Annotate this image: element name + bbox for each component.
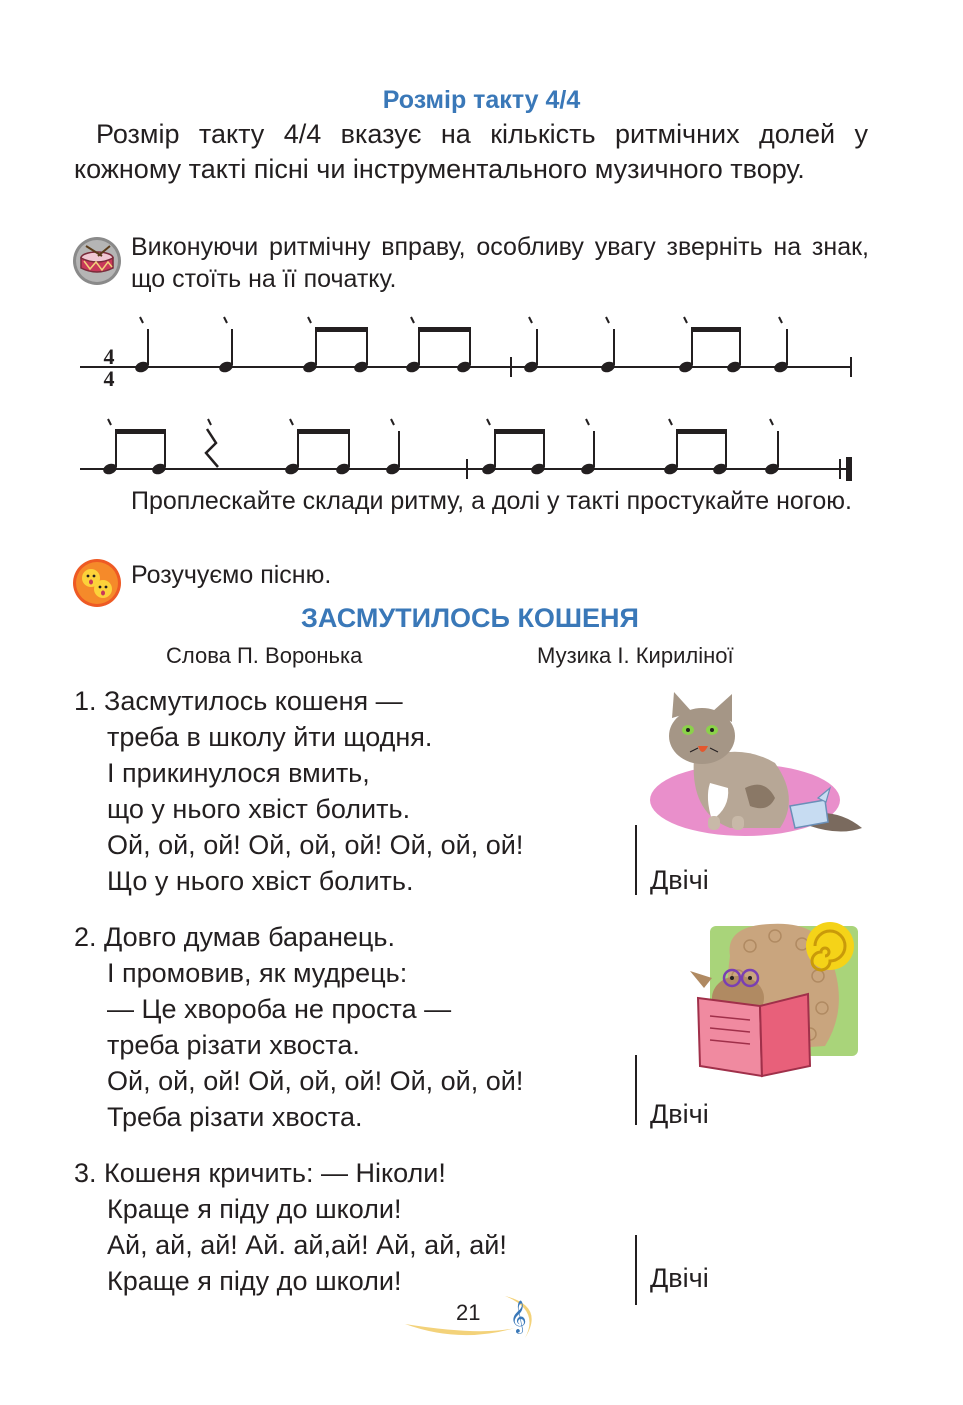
ram-illustration [690,916,860,1078]
verse-line: 1. Засмутилось кошеня — [74,686,403,716]
intro-paragraph: Розмір такту 4/4 вказує на кількість ритмічних долей у кожному такті пісні чи інструментального музичного твору. [74,119,868,184]
verse-line: 2. Довго думав баранець. [74,922,395,952]
repeat-bracket [635,1055,637,1125]
rhythm-notation [0,315,963,490]
drum-icon [72,236,122,286]
repeat-label: Двічі [650,865,709,895]
singing-faces-icon [72,558,122,608]
note-beam [691,327,741,332]
music-credit: Музика І. Кириліної [537,643,734,668]
repeat-bracket [635,825,637,895]
verse-line: Що у нього хвіст болить. [107,866,414,896]
beat-accent [108,419,111,425]
time-signature-bottom: 4 [103,366,115,391]
beat-accent [684,317,687,323]
repeat-bracket [635,1235,637,1305]
beat-accent [391,419,394,425]
repeat-label: Двічі [650,1263,709,1293]
beat-accent [411,317,414,323]
verse-line: Ай, ай, ай! Ай. ай,ай! Ай, ай, ай! [107,1230,507,1260]
verse-line: Краще я піду до школи! [107,1194,402,1224]
note-beam [676,429,727,434]
page-number: 21 [456,1300,481,1325]
note-beam [115,429,166,434]
lyrics-credit: Слова П. Воронька [166,643,363,668]
treble-clef-icon: 𝄞 [510,1300,527,1333]
exercise-instruction: Виконуючи ритмічну вправу, особливу увагу зверніть на знак, що стоїть на її початку. [131,233,869,293]
clap-instruction: Проплескайте склади ритму, а долі у такті простукайте ногою. [131,487,852,515]
beat-accent [770,419,773,425]
verse-line: Ой, ой, ой! Ой, ой, ой! Ой, ой, ой! [107,1066,524,1096]
verse-line: треба в школу йти щодня. [107,722,433,752]
verse-line: треба різати хвоста. [107,1030,360,1060]
song-title: ЗАСМУТИЛОСЬ КОШЕНЯ [301,603,639,633]
section-title: Розмір такту 4/4 [382,86,581,114]
note-beam [315,327,368,332]
beat-accent [224,317,227,323]
beat-accent [606,317,609,323]
beat-accent [669,419,672,425]
page-footer [400,1292,550,1342]
time-signature-top: 4 [103,344,115,369]
note-beam [494,429,545,434]
verse-line: Треба різати хвоста. [107,1102,363,1132]
verse-line: І промовив, як мудрець: [107,958,408,988]
verse-line: що у нього хвіст болить. [107,794,411,824]
verse-line: Ой, ой, ой! Ой, ой, ой! Ой, ой, ой! [107,830,524,860]
note-beam [418,327,471,332]
learn-song-label: Розучуємо пісню. [131,561,332,589]
beat-accent [586,419,589,425]
beat-accent [529,317,532,323]
beat-accent [487,419,490,425]
beat-accent [208,419,211,425]
repeat-label: Двічі [650,1099,709,1129]
verse-line: — Це хвороба не проста — [107,994,452,1024]
beat-accent [140,317,143,323]
beat-accent [290,419,293,425]
note-beam [297,429,350,434]
cat-illustration [650,688,865,840]
verse-line: 3. Кошеня кричить: — Ніколи! [74,1158,446,1188]
verse-line: Краще я піду до школи! [107,1266,402,1296]
verse-line: І прикинулося вмить, [107,758,370,788]
quarter-rest [206,429,218,467]
beat-accent [308,317,311,323]
beat-accent [779,317,782,323]
